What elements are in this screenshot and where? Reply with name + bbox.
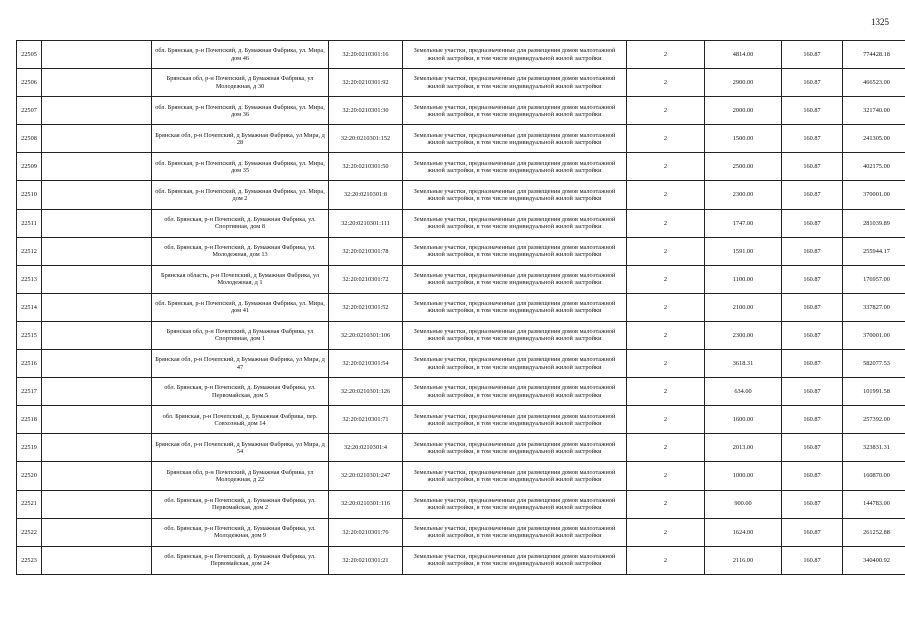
address-cell: обл. Брянская, р-н Почепский, д. Бумажная Фабрика, пер. Совхозный, дом 14 bbox=[152, 406, 329, 434]
blank-cell bbox=[42, 265, 152, 293]
cadastral-number-cell: 32:20:0210301:71 bbox=[329, 406, 403, 434]
area-cell: 1500.00 bbox=[705, 125, 782, 153]
land-use-cell: Земельные участки, предназначенные для размещения домов малоэтажной жилой застройки, в том числе индивидуальной жилой застройки bbox=[403, 546, 627, 574]
specific-value-cell: 160.87 bbox=[782, 518, 843, 546]
category-code-cell: 2 bbox=[627, 237, 705, 265]
cadastral-number-cell: 32:20:0210301:4 bbox=[329, 434, 403, 462]
specific-value-cell: 160.87 bbox=[782, 490, 843, 518]
address-cell: обл. Брянская, р-н Почепский, д. Бумажная Фабрика, ул. Спортивная, дом 8 bbox=[152, 209, 329, 237]
category-code-cell: 2 bbox=[627, 546, 705, 574]
table-row bbox=[17, 518, 905, 546]
cadastral-number-cell: 32:20:0210301:247 bbox=[329, 462, 403, 490]
table-row bbox=[17, 350, 905, 378]
table-row bbox=[17, 265, 905, 293]
table-row bbox=[17, 462, 905, 490]
row-number: 22517 bbox=[17, 378, 42, 406]
cadastral-value-cell: 261252.88 bbox=[843, 518, 905, 546]
cadastral-number-cell: 32:20:0210301:72 bbox=[329, 265, 403, 293]
area-cell: 3618.31 bbox=[705, 350, 782, 378]
row-number: 22518 bbox=[17, 406, 42, 434]
cadastral-number-cell: 32:20:0210301:111 bbox=[329, 209, 403, 237]
land-use-cell: Земельные участки, предназначенные для размещения домов малоэтажной жилой застройки, в том числе индивидуальной жилой застройки bbox=[403, 518, 627, 546]
specific-value-cell: 160.87 bbox=[782, 237, 843, 265]
blank-cell bbox=[42, 97, 152, 125]
category-code-cell: 2 bbox=[627, 125, 705, 153]
cadastral-number-cell: 32:20:0210301:52 bbox=[329, 293, 403, 321]
area-cell: 634.00 bbox=[705, 378, 782, 406]
area-cell: 2100.00 bbox=[705, 293, 782, 321]
cadastral-value-cell: 370001.00 bbox=[843, 181, 905, 209]
category-code-cell: 2 bbox=[627, 321, 705, 349]
land-use-cell: Земельные участки, предназначенные для размещения домов малоэтажной жилой застройки, в том числе индивидуальной жилой застройки bbox=[403, 378, 627, 406]
cadastral-number-cell: 32:20:0210301:92 bbox=[329, 69, 403, 97]
blank-cell bbox=[42, 321, 152, 349]
address-cell: обл. Брянская, р-н Почепский, д. Бумажная Фабрика, ул. Первомайская, дом 24 bbox=[152, 546, 329, 574]
cadastral-number-cell: 32:20:0210301:8 bbox=[329, 181, 403, 209]
cadastral-value-cell: 337827.00 bbox=[843, 293, 905, 321]
cadastral-value-cell: 466523.00 bbox=[843, 69, 905, 97]
cadastral-value-cell: 323831.31 bbox=[843, 434, 905, 462]
specific-value-cell: 160.87 bbox=[782, 69, 843, 97]
category-code-cell: 2 bbox=[627, 518, 705, 546]
address-cell: обл. Брянская, р-н Почепский, д. Бумажная Фабрика, ул. Молодежная, дом 13 bbox=[152, 237, 329, 265]
category-code-cell: 2 bbox=[627, 97, 705, 125]
table-row bbox=[17, 69, 905, 97]
specific-value-cell: 160.87 bbox=[782, 378, 843, 406]
row-number: 22523 bbox=[17, 546, 42, 574]
cadastral-value-cell: 774428.18 bbox=[843, 41, 905, 69]
specific-value-cell: 160.87 bbox=[782, 265, 843, 293]
address-cell: Брянская область, р-н Почепский, д Бумажная Фабрика, ул Молодежная, д 1 bbox=[152, 265, 329, 293]
area-cell: 1747.00 bbox=[705, 209, 782, 237]
area-cell: 1000.00 bbox=[705, 462, 782, 490]
blank-cell bbox=[42, 546, 152, 574]
table-row bbox=[17, 321, 905, 349]
category-code-cell: 2 bbox=[627, 293, 705, 321]
row-number: 22514 bbox=[17, 293, 42, 321]
address-cell: Брянская обл, р-н Почепский, д Бумажная Фабрика, ул Спортивная, дом 1 bbox=[152, 321, 329, 349]
land-use-cell: Земельные участки, предназначенные для размещения домов малоэтажной жилой застройки, в том числе индивидуальной жилой застройки bbox=[403, 293, 627, 321]
area-cell: 1100.00 bbox=[705, 265, 782, 293]
category-code-cell: 2 bbox=[627, 434, 705, 462]
specific-value-cell: 160.87 bbox=[782, 125, 843, 153]
area-cell: 2500.00 bbox=[705, 153, 782, 181]
land-use-cell: Земельные участки, предназначенные для размещения домов малоэтажной жилой застройки, в том числе индивидуальной жилой застройки bbox=[403, 406, 627, 434]
specific-value-cell: 160.87 bbox=[782, 293, 843, 321]
row-number: 22522 bbox=[17, 518, 42, 546]
row-number: 22519 bbox=[17, 434, 42, 462]
table-row bbox=[17, 378, 905, 406]
cadastral-value-cell: 370001.00 bbox=[843, 321, 905, 349]
cadastral-value-cell: 340400.92 bbox=[843, 546, 905, 574]
cadastral-value-cell: 402175.00 bbox=[843, 153, 905, 181]
specific-value-cell: 160.87 bbox=[782, 406, 843, 434]
area-cell: 2000.00 bbox=[705, 97, 782, 125]
row-number: 22510 bbox=[17, 181, 42, 209]
address-cell: Брянская обл, р-н Почепский, д Бумажная Фабрика, ул Молодежная, д 22 bbox=[152, 462, 329, 490]
blank-cell bbox=[42, 153, 152, 181]
cadastral-number-cell: 32:20:0210301:126 bbox=[329, 378, 403, 406]
address-cell: Брянская обл, р-н Почепский, д Бумажная Фабрика, ул Мира, д 54 bbox=[152, 434, 329, 462]
table-row bbox=[17, 41, 905, 69]
row-number: 22506 bbox=[17, 69, 42, 97]
blank-cell bbox=[42, 462, 152, 490]
land-use-cell: Земельные участки, предназначенные для размещения домов малоэтажной жилой застройки, в том числе индивидуальной жилой застройки bbox=[403, 209, 627, 237]
cadastral-value-cell: 160870.00 bbox=[843, 462, 905, 490]
blank-cell bbox=[42, 181, 152, 209]
row-number: 22520 bbox=[17, 462, 42, 490]
land-use-cell: Земельные участки, предназначенные для размещения домов малоэтажной жилой застройки, в том числе индивидуальной жилой застройки bbox=[403, 265, 627, 293]
cadastral-value-table bbox=[16, 40, 905, 575]
blank-cell bbox=[42, 378, 152, 406]
blank-cell bbox=[42, 490, 152, 518]
area-cell: 2300.00 bbox=[705, 181, 782, 209]
row-number: 22511 bbox=[17, 209, 42, 237]
land-use-cell: Земельные участки, предназначенные для размещения домов малоэтажной жилой застройки, в том числе индивидуальной жилой застройки bbox=[403, 153, 627, 181]
row-number: 22508 bbox=[17, 125, 42, 153]
address-cell: Брянская обл, р-н Почепский, д Бумажная Фабрика, ул Мира, д 47 bbox=[152, 350, 329, 378]
area-cell: 2013.00 bbox=[705, 434, 782, 462]
area-cell: 1624.00 bbox=[705, 518, 782, 546]
blank-cell bbox=[42, 293, 152, 321]
specific-value-cell: 160.87 bbox=[782, 321, 843, 349]
table-row bbox=[17, 546, 905, 574]
category-code-cell: 2 bbox=[627, 153, 705, 181]
cadastral-number-cell: 32:20:0210301:16 bbox=[329, 41, 403, 69]
land-use-cell: Земельные участки, предназначенные для размещения домов малоэтажной жилой застройки, в том числе индивидуальной жилой застройки bbox=[403, 97, 627, 125]
specific-value-cell: 160.87 bbox=[782, 153, 843, 181]
land-use-cell: Земельные участки, предназначенные для размещения домов малоэтажной жилой застройки, в том числе индивидуальной жилой застройки bbox=[403, 41, 627, 69]
specific-value-cell: 160.87 bbox=[782, 41, 843, 69]
area-cell: 900.00 bbox=[705, 490, 782, 518]
table-body bbox=[17, 41, 905, 575]
specific-value-cell: 160.87 bbox=[782, 97, 843, 125]
area-cell: 1600.00 bbox=[705, 406, 782, 434]
land-use-cell: Земельные участки, предназначенные для размещения домов малоэтажной жилой застройки, в том числе индивидуальной жилой застройки bbox=[403, 125, 627, 153]
land-use-cell: Земельные участки, предназначенные для размещения домов малоэтажной жилой застройки, в том числе индивидуальной жилой застройки bbox=[403, 181, 627, 209]
specific-value-cell: 160.87 bbox=[782, 209, 843, 237]
address-cell: обл. Брянская, р-н Почепский, д. Бумажная Фабрика, ул. Первомайская, дом 2 bbox=[152, 490, 329, 518]
category-code-cell: 2 bbox=[627, 41, 705, 69]
specific-value-cell: 160.87 bbox=[782, 462, 843, 490]
address-cell: обл. Брянская, р-н Почепский, д. Бумажная Фабрика, ул. Мира, дом 46 bbox=[152, 41, 329, 69]
blank-cell bbox=[42, 406, 152, 434]
row-number: 22516 bbox=[17, 350, 42, 378]
blank-cell bbox=[42, 518, 152, 546]
row-number: 22513 bbox=[17, 265, 42, 293]
area-cell: 4814.00 bbox=[705, 41, 782, 69]
address-cell: обл. Брянская, р-н Почепский, д. Бумажная Фабрика, ул. Мира, дом 35 bbox=[152, 153, 329, 181]
cadastral-number-cell: 32:20:0210301:78 bbox=[329, 237, 403, 265]
table-row bbox=[17, 153, 905, 181]
cadastral-value-cell: 582077.53 bbox=[843, 350, 905, 378]
category-code-cell: 2 bbox=[627, 265, 705, 293]
cadastral-number-cell: 32:20:0210301:76 bbox=[329, 518, 403, 546]
row-number: 22512 bbox=[17, 237, 42, 265]
blank-cell bbox=[42, 350, 152, 378]
land-use-cell: Земельные участки, предназначенные для размещения домов малоэтажной жилой застройки, в том числе индивидуальной жилой застройки bbox=[403, 350, 627, 378]
category-code-cell: 2 bbox=[627, 490, 705, 518]
category-code-cell: 2 bbox=[627, 181, 705, 209]
address-cell: Брянская обл, р-н Почепский, д Бумажная Фабрика, ул Мира, д 28 bbox=[152, 125, 329, 153]
address-cell: обл. Брянская, р-н Почепский, д. Бумажная Фабрика, ул. Мира, дом 2 bbox=[152, 181, 329, 209]
specific-value-cell: 160.87 bbox=[782, 181, 843, 209]
cadastral-value-cell: 144783.00 bbox=[843, 490, 905, 518]
area-cell: 1591.00 bbox=[705, 237, 782, 265]
blank-cell bbox=[42, 434, 152, 462]
area-cell: 2900.00 bbox=[705, 69, 782, 97]
table-row bbox=[17, 125, 905, 153]
address-cell: обл. Брянская, р-н Почепский, д. Бумажная Фабрика, ул. Мира, дом 36 bbox=[152, 97, 329, 125]
cadastral-value-cell: 257392.00 bbox=[843, 406, 905, 434]
cadastral-value-cell: 281039.89 bbox=[843, 209, 905, 237]
land-use-cell: Земельные участки, предназначенные для размещения домов малоэтажной жилой застройки, в том числе индивидуальной жилой застройки bbox=[403, 321, 627, 349]
blank-cell bbox=[42, 41, 152, 69]
table-row bbox=[17, 293, 905, 321]
address-cell: обл. Брянская, р-н Почепский, д. Бумажная Фабрика, ул. Молодежная, дом 9 bbox=[152, 518, 329, 546]
land-use-cell: Земельные участки, предназначенные для размещения домов малоэтажной жилой застройки, в том числе индивидуальной жилой застройки bbox=[403, 434, 627, 462]
category-code-cell: 2 bbox=[627, 209, 705, 237]
table-row bbox=[17, 97, 905, 125]
cadastral-number-cell: 32:20:0210301:54 bbox=[329, 350, 403, 378]
specific-value-cell: 160.87 bbox=[782, 546, 843, 574]
category-code-cell: 2 bbox=[627, 406, 705, 434]
cadastral-value-cell: 176957.00 bbox=[843, 265, 905, 293]
land-use-cell: Земельные участки, предназначенные для размещения домов малоэтажной жилой застройки, в том числе индивидуальной жилой застройки bbox=[403, 490, 627, 518]
area-cell: 2116.00 bbox=[705, 546, 782, 574]
row-number: 22521 bbox=[17, 490, 42, 518]
category-code-cell: 2 bbox=[627, 378, 705, 406]
address-cell: обл. Брянская, р-н Почепский, д. Бумажная Фабрика, ул. Мира, дом 41 bbox=[152, 293, 329, 321]
table-row bbox=[17, 490, 905, 518]
table-row bbox=[17, 209, 905, 237]
category-code-cell: 2 bbox=[627, 350, 705, 378]
cadastral-value-cell: 101991.58 bbox=[843, 378, 905, 406]
cadastral-value-cell: 321740.00 bbox=[843, 97, 905, 125]
page-number: 1325 bbox=[871, 17, 889, 27]
category-code-cell: 2 bbox=[627, 462, 705, 490]
table-row bbox=[17, 406, 905, 434]
cadastral-number-cell: 32:20:0210301:116 bbox=[329, 490, 403, 518]
cadastral-value-cell: 255944.17 bbox=[843, 237, 905, 265]
specific-value-cell: 160.87 bbox=[782, 434, 843, 462]
address-cell: обл. Брянская, р-н Почепский, д. Бумажная Фабрика, ул. Первомайская, дом 5 bbox=[152, 378, 329, 406]
table-row bbox=[17, 181, 905, 209]
cadastral-number-cell: 32:20:0210301:152 bbox=[329, 125, 403, 153]
cadastral-value-cell: 241305.00 bbox=[843, 125, 905, 153]
blank-cell bbox=[42, 209, 152, 237]
address-cell: Брянская обл, р-н Почепский, д Бумажная Фабрика, ул Молодежная, д 30 bbox=[152, 69, 329, 97]
category-code-cell: 2 bbox=[627, 69, 705, 97]
land-use-cell: Земельные участки, предназначенные для размещения домов малоэтажной жилой застройки, в том числе индивидуальной жилой застройки bbox=[403, 69, 627, 97]
row-number: 22505 bbox=[17, 41, 42, 69]
row-number: 22507 bbox=[17, 97, 42, 125]
cadastral-number-cell: 32:20:0210301:106 bbox=[329, 321, 403, 349]
blank-cell bbox=[42, 237, 152, 265]
land-use-cell: Земельные участки, предназначенные для размещения домов малоэтажной жилой застройки, в том числе индивидуальной жилой застройки bbox=[403, 237, 627, 265]
area-cell: 2300.00 bbox=[705, 321, 782, 349]
specific-value-cell: 160.87 bbox=[782, 350, 843, 378]
cadastral-number-cell: 32:20:0210301:30 bbox=[329, 97, 403, 125]
table-row bbox=[17, 237, 905, 265]
row-number: 22515 bbox=[17, 321, 42, 349]
row-number: 22509 bbox=[17, 153, 42, 181]
cadastral-number-cell: 32:20:0210301:50 bbox=[329, 153, 403, 181]
cadastral-number-cell: 32:20:0210301:21 bbox=[329, 546, 403, 574]
table-row bbox=[17, 434, 905, 462]
blank-cell bbox=[42, 125, 152, 153]
blank-cell bbox=[42, 69, 152, 97]
land-use-cell: Земельные участки, предназначенные для размещения домов малоэтажной жилой застройки, в том числе индивидуальной жилой застройки bbox=[403, 462, 627, 490]
